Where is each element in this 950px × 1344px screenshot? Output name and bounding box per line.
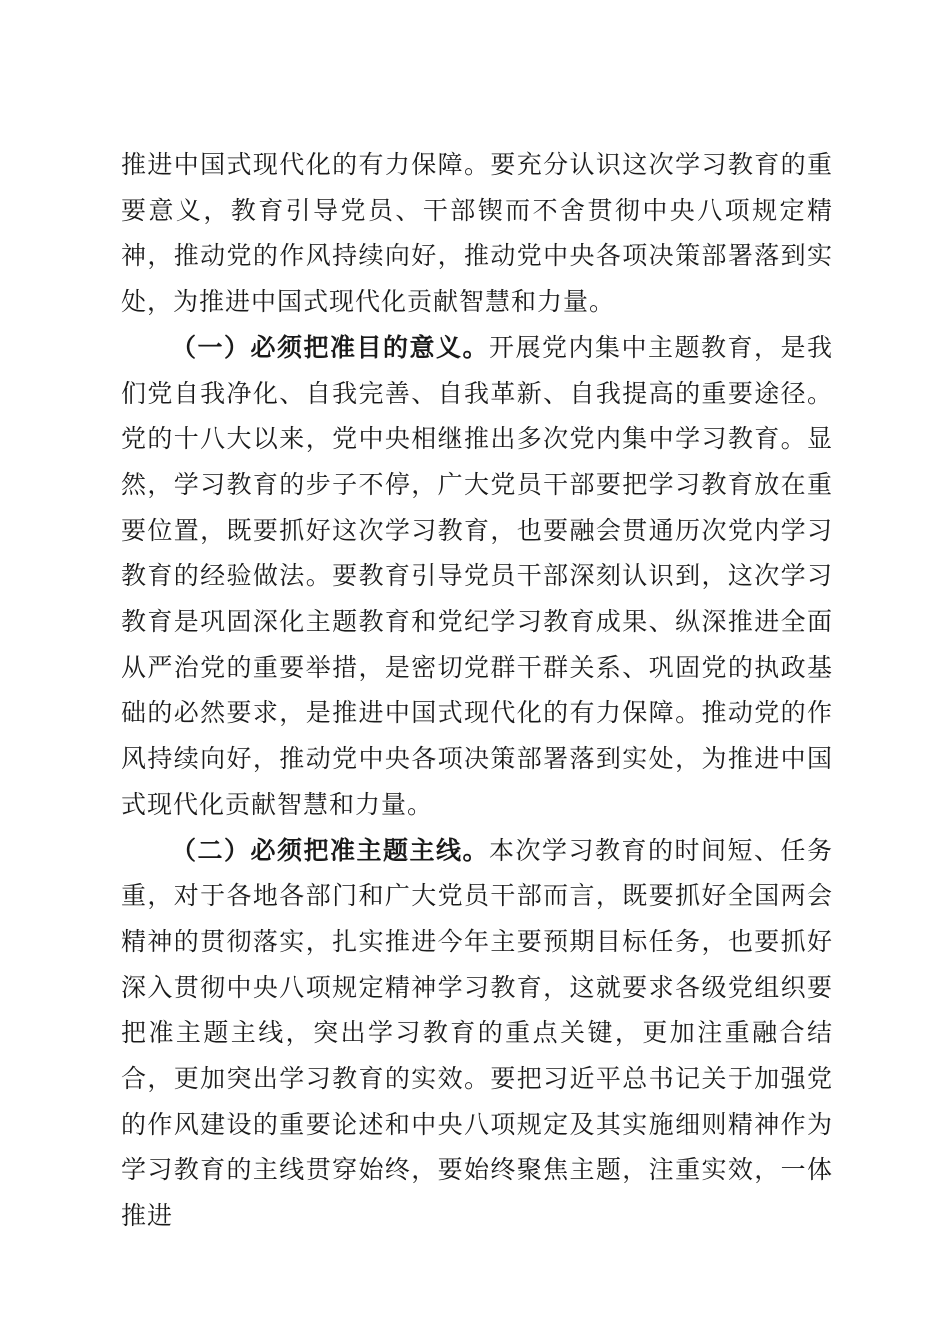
paragraph-text: 推进中国式现代化的有力保障。要充分认识这次学习教育的重要意义，教育引导党员、干部锲而不舍贯彻中央八项规定精神，推动党的作风持续向好，推动党中央各项决策部署落到实处，为推进中国式现代化贡献智慧和力量。 <box>121 150 833 317</box>
paragraph-text: 本次学习教育的时间短、任务重，对于各地各部门和广大党员干部而言，既要抓好全国两会精神的贯彻落实，扎实推进今年主要预期目标任务，也要抓好深入贯彻中央八项规定精神学习教育，这就要求各级党组织要把准主题主线，突出学习教育的重点关键，更加注重融合结合，更加突出学习教育的实效。要把习近平总书记关于加强党的作风建设的重要论述和中央八项规定及其实施细则精神作为学习教育的主线贯穿始终，要始终聚焦主题，注重实效，一体推进 <box>121 835 833 1231</box>
body-text <box>121 142 833 1239</box>
section-heading: （一）必须把准目的意义。 <box>171 332 489 362</box>
paragraph-section-two <box>121 828 833 1239</box>
section-heading: （二）必须把准主题主线。 <box>171 835 489 865</box>
paragraph-section-one <box>121 325 833 828</box>
paragraph-continuation <box>121 142 833 325</box>
paragraph-text: 开展党内集中主题教育，是我们党自我净化、自我完善、自我革新、自我提高的重要途径。党的十八大以来，党中央相继推出多次党内集中学习教育。显然，学习教育的步子不停，广大党员干部要把学习教育放在重要位置，既要抓好这次学习教育，也要融会贯通历次党内学习教育的经验做法。要教育引导党员干部深刻认识到，这次学习教育是巩固深化主题教育和党纪学习教育成果、纵深推进全面从严治党的重要举措，是密切党群干群关系、巩固党的执政基础的必然要求，是推进中国式现代化的有力保障。推动党的作风持续向好，推动党中央各项决策部署落到实处，为推进中国式现代化贡献智慧和力量。 <box>121 332 833 819</box>
